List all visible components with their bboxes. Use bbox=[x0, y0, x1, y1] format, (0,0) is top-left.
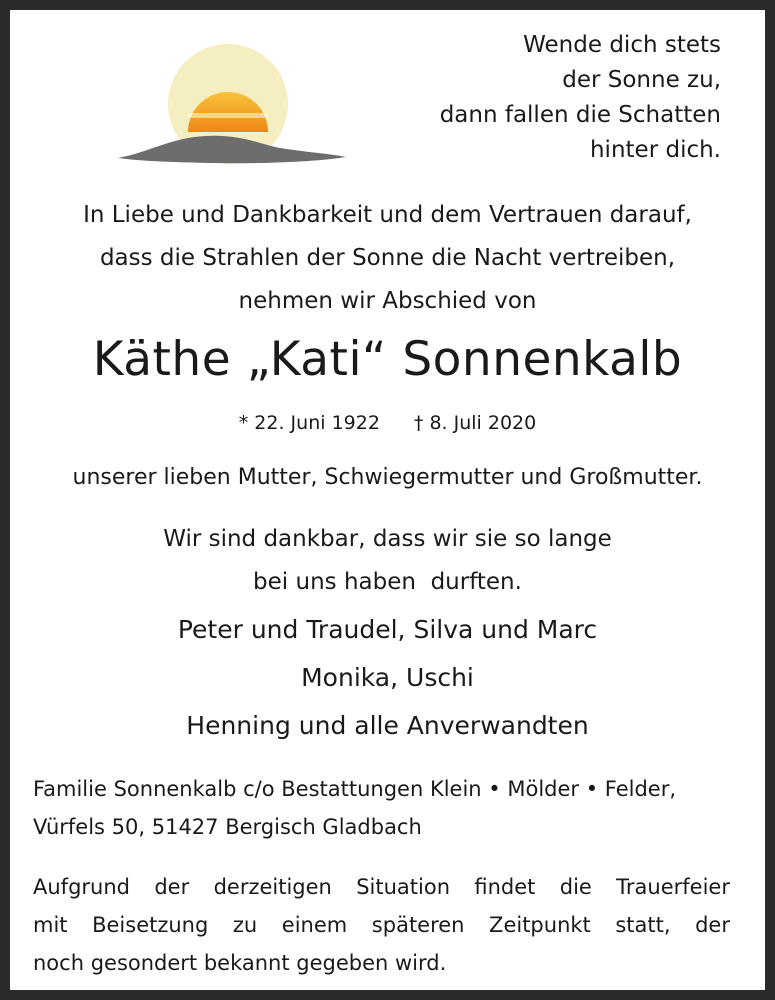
relation-text: unserer lieben Mutter, Schwiegermutter und Großmutter. bbox=[72, 465, 703, 490]
family-names bbox=[10, 606, 765, 750]
island-shape bbox=[118, 136, 346, 164]
intro-text bbox=[10, 194, 765, 323]
thanks-line: Wir sind dankbar, dass wir sie so lange bbox=[163, 526, 612, 552]
death-date: † 8. Juli 2020 bbox=[413, 412, 537, 434]
thanks-text bbox=[10, 518, 765, 604]
thanks-line: bei uns haben durften. bbox=[253, 569, 522, 595]
notice-line: mit Beisetzung zu einem späteren Zeitpunkt statt, der bbox=[33, 913, 730, 937]
family-line: Monika, Uschi bbox=[301, 663, 474, 692]
intro-line: dass die Strahlen der Sonne die Nacht vertreiben, bbox=[99, 245, 676, 271]
sun-quote bbox=[440, 28, 721, 168]
quote-line: Wende dich stets bbox=[523, 32, 721, 58]
address-line: Familie Sonnenkalb c/o Bestattungen Klein • Mölder • Felder, bbox=[33, 777, 677, 801]
contact-address bbox=[33, 770, 676, 846]
deceased-name: Käthe „Kati“ Sonnenkalb bbox=[92, 332, 683, 387]
quote-line: hinter dich. bbox=[589, 137, 721, 163]
notice-line: Aufgrund der derzeitigen Situation findet die Trauerfeier bbox=[33, 875, 730, 899]
life-dates bbox=[10, 408, 765, 438]
birth-date: * 22. Juni 1922 bbox=[238, 412, 380, 434]
notice-line: noch gesondert bekannt gegeben wird. bbox=[33, 951, 447, 975]
family-line: Peter und Traudel, Silva und Marc bbox=[177, 615, 598, 644]
quote-line: der Sonne zu, bbox=[562, 67, 721, 93]
quote-line: dann fallen die Schatten bbox=[439, 102, 721, 128]
obituary-notice bbox=[10, 10, 765, 990]
funeral-notice bbox=[33, 868, 730, 982]
sun-stripe-shape bbox=[188, 113, 268, 118]
family-line: Henning und alle Anverwandten bbox=[186, 711, 589, 740]
intro-line: In Liebe und Dankbarkeit und dem Vertrauen darauf, bbox=[83, 202, 692, 228]
intro-line: nehmen wir Abschied von bbox=[238, 288, 537, 314]
address-line: Vürfels 50, 51427 Bergisch Gladbach bbox=[33, 815, 422, 839]
sunset-logo bbox=[110, 40, 350, 175]
